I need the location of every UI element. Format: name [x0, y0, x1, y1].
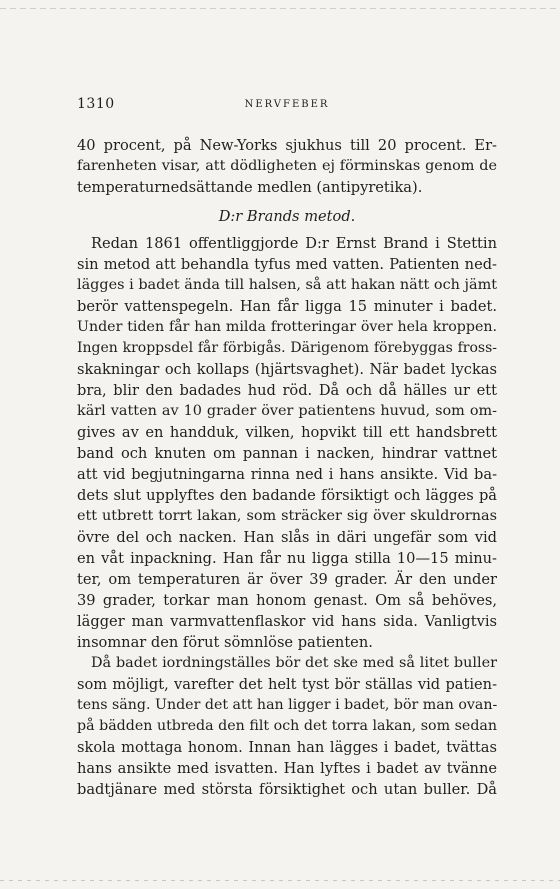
running-head: NERVFEBER [244, 99, 330, 110]
text-line: skakningar och kollaps (hjärtsvaghet). När badet lyckas [77, 361, 497, 378]
text-line: en våt inpackning. Han får nu ligga stilla 10—15 minu- [77, 550, 497, 567]
text-line: band och knuten om pannan i nacken, hindrar vattnet [77, 445, 497, 462]
text-line: insomnar den förut sömnlöse patienten. [77, 634, 373, 651]
text-line: övre del och nacken. Han slås in däri ungefär som vid [77, 529, 497, 546]
text-line: Ingen kroppsdel får förbigås. Därigenom förebyggas fross- [77, 340, 497, 356]
page-number: 1310 [77, 96, 115, 112]
page-header [77, 96, 497, 118]
text-line: hans ansikte med isvatten. Han lyftes i badet av tvänne [77, 760, 497, 777]
text-line: gives av en handduk, vilken, hopvikt till ett handsbrett [77, 424, 497, 441]
text-line: kärl vatten av 10 grader över patientens huvud, som om- [77, 403, 497, 419]
scan-edge-top [0, 8, 560, 9]
text-line: ett utbrett torrt lakan, som sträcker sig över skuldrornas [77, 508, 497, 524]
text-line: Då badet iordningställes bör det ske med så litet buller [91, 655, 497, 671]
text-line: skola mottaga honom. Innan han lägges i badet, tvättas [77, 739, 497, 756]
text-line: farenheten visar, att dödligheten ej förminskas genom de [77, 158, 497, 174]
text-line: ter, om temperaturen är över 39 grader. Är den under [77, 571, 497, 588]
text-line: att vid begjutningarna rinna ned i hans ansikte. Vid ba- [77, 466, 497, 483]
book-page [77, 96, 497, 800]
text-line: Under tiden får han milda frotteringar över hela kroppen. [77, 319, 497, 335]
paragraph-bath-preparation [77, 653, 497, 800]
text-line: lägger man varmvattenflaskor vid hans sida. Vanligtvis [77, 613, 497, 630]
text-line: tens säng. Under det att han ligger i badet, bör man ovan- [77, 697, 498, 713]
text-line: berör vattenspegeln. Han får ligga 15 minuter i badet. [77, 298, 497, 315]
paragraph-brand-method [77, 233, 497, 653]
text-line: Redan 1861 offentliggjorde D:r Ernst Brand i Stettin [91, 235, 497, 252]
text-line: 40 procent, på New-Yorks sjukhus till 20 procent. Er- [77, 137, 497, 154]
body-text [77, 135, 497, 800]
text-line: sin metod att behandla tyfus med vatten. Patienten ned- [77, 256, 497, 273]
text-line: 39 grader, torkar man honom genast. Om så behöves, [77, 592, 497, 609]
text-line: dets slut upplyftes den badande försiktigt och lägges på [77, 487, 497, 504]
text-line: som möjligt, varefter det helt tyst bör ställas vid patien- [77, 676, 497, 693]
scan-edge-bottom [0, 880, 560, 881]
continued-paragraph [77, 135, 497, 198]
text-line: temperaturnedsättande medlen (antipyretika). [77, 179, 423, 196]
section-heading: D:r Brands metod. [218, 208, 356, 225]
text-line: på bädden utbreda den filt och det torra lakan, som sedan [77, 718, 497, 734]
text-line: badtjänare med största försiktighet och utan buller. Då [77, 781, 497, 798]
text-line: lägges i badet ända till halsen, så att hakan nätt och jämt [77, 277, 497, 293]
text-line: bra, blir den badades hud röd. Då och då hälles ur ett [77, 382, 497, 399]
